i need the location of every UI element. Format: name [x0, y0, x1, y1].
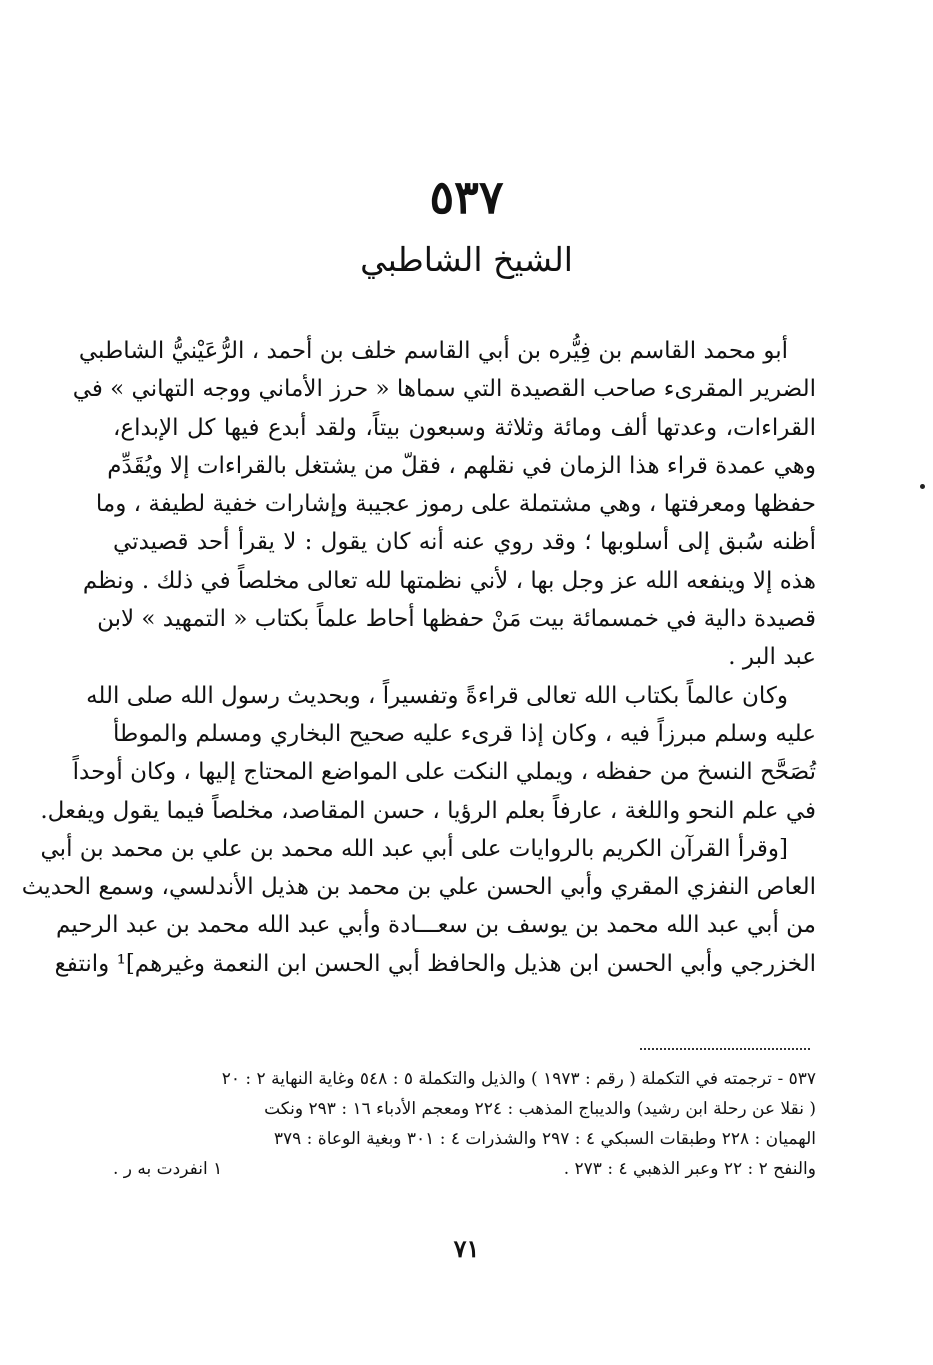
- page-number: ٧١: [453, 1234, 480, 1263]
- note-line: والنفح ٢ : ٢٢ وعبر الذهبي ٤ : ٢٧٣ .: [563, 1159, 816, 1179]
- text-line: وكان عالماً بكتاب الله تعالى قراءةً وتفسيراً ، وبحديث رسول الله صلى الله: [86, 682, 788, 709]
- paragraph-3: [21, 830, 816, 983]
- note-line: ( نقلا عن رحلة ابن رشيد) والديباج المذهب : ٢٢٤ ومعجم الأدباء ١٦ : ٢٩٣ ونكت: [264, 1099, 816, 1119]
- text-line: من أبي عبد الله محمد بن يوسف بن سعـــادة وأبي عبد الله محمد بن عبد الرحيم: [55, 912, 816, 939]
- biography-text: [21, 332, 816, 983]
- text-line: العاص النفزي المقري وأبي الحسن علي بن محمد بن هذيل الأندلسي، وسمع الحديث: [21, 874, 816, 901]
- text-line: تُصَحَّح النسخ من حفظه ، ويملي النكت على المواضع المحتاج إليها ، وكان أوحداً: [72, 759, 816, 786]
- text-line: أظنه سُبق إلى أسلوبها ؛ وقد روي عنه أنه كان يقول : لا يقرأ أحد قصيدتي: [113, 529, 816, 556]
- entry-number: ٥٣٧: [429, 170, 504, 224]
- text-line: عليه وسلم مبرزاً فيه ، وكان إذا قرىء عليه صحيح البخاري ومسلم والموطأ: [113, 720, 816, 747]
- note-line: ٥٣٧ - ترجمته في التكملة ( رقم : ١٩٧٣ ) والذيل والتكملة ٥ : ٥٤٨ وغاية النهاية ٢ : ٢٠: [221, 1069, 816, 1089]
- text-line: في علم النحو واللغة ، عارفاً بعلم الرؤيا ، حسن المقاصد، مخلصاً فيما يقول ويفعل.: [40, 797, 816, 824]
- text-line: حفظها ومعرفتها ، وهي مشتملة على رموز عجيبة وإشارات خفية لطيفة ، وما: [95, 491, 816, 518]
- notes-divider: [640, 1048, 810, 1050]
- text-line: وهي عمدة قراء هذا الزمان في نقلهم ، فقلّ من يشتغل بالقراءات إلا ويُقَدِّم: [107, 452, 816, 479]
- margin-mark: [920, 484, 925, 489]
- text-line: الضرير المقرىء صاحب القصيدة التي سماها « حرز الأماني ووجه التهاني » في: [72, 376, 816, 403]
- text-line: هذه إلا وينفعه الله عز وجل بها ، لأني نظمتها لله تعالى مخلصاً في ذلك . ونظم: [82, 567, 816, 594]
- footnote-1: ١ انفردت به ر .: [113, 1159, 223, 1179]
- text-line: الخزرجي وأبي الحسن ابن هذيل والحافظ أبي الحسن ابن النعمة وغيرهم]¹ وانتفع: [54, 950, 816, 977]
- text-line: عبد البر .: [728, 644, 816, 671]
- text-line: قصيدة دالية في خمسمائة بيت مَنْ حفظها أحاط علماً بكتاب « التمهيد » لابن: [97, 606, 816, 633]
- references-notes: [113, 1064, 816, 1184]
- paragraph-1: [72, 332, 816, 677]
- entry-title: الشيخ الشاطبي: [360, 240, 573, 279]
- text-line: [وقرأ القرآن الكريم بالروايات على أبي عبد الله محمد بن علي بن محمد بن أبي: [40, 835, 788, 862]
- paragraph-2: [40, 677, 816, 830]
- text-line: القراءات، وعدتها ألف ومائة وثلاثة وسبعون بيتاً، ولقد أبدع فيها كل الإبداع،: [113, 414, 816, 441]
- note-line: الهميان : ٢٢٨ وطبقات السبكي ٤ : ٢٩٧ والشذرات ٤ : ٣٠١ وبغية الوعاة : ٣٧٩: [273, 1129, 816, 1149]
- text-line: أبو محمد القاسم بن فِيُّره بن أبي القاسم خلف بن أحمد ، الرُّعَيْنيُّ الشاطبي: [78, 338, 788, 364]
- note-last-row: [113, 1154, 816, 1184]
